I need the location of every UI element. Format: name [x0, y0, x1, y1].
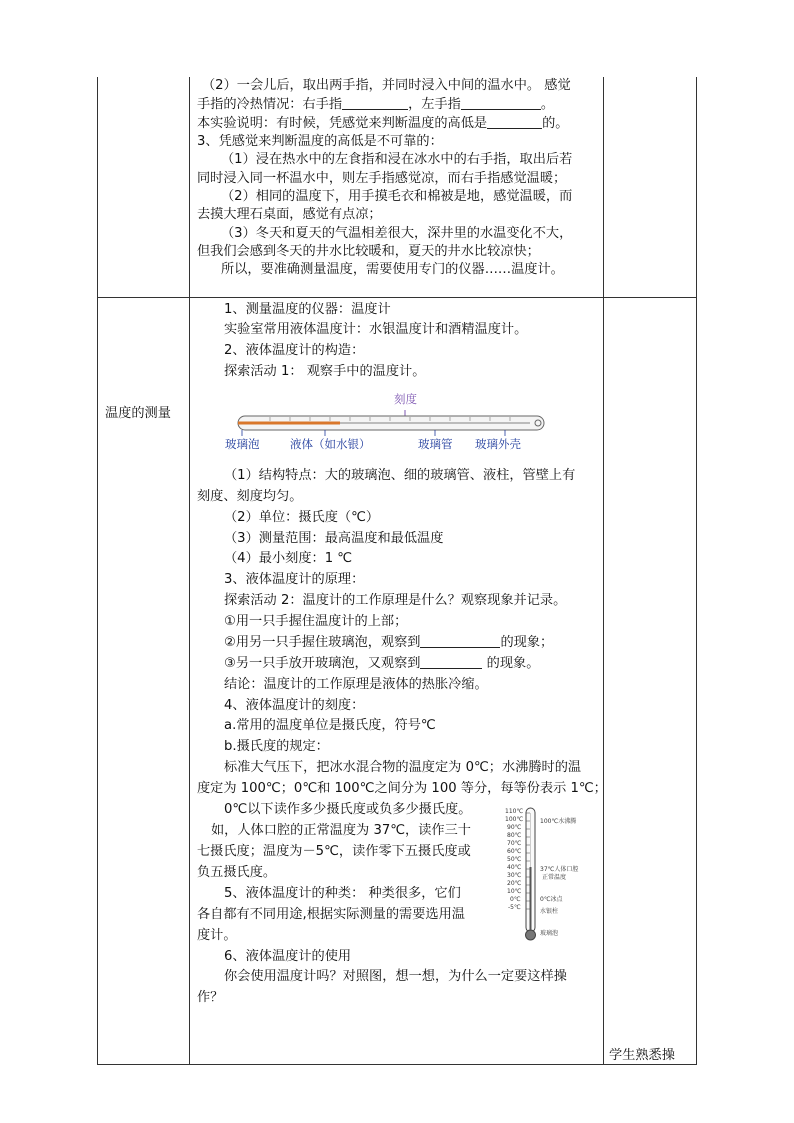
row1-line-8: 去摸大理石桌面，感觉有点凉； — [197, 207, 382, 222]
row2-line-16: 4、液体温度计的刻度： — [224, 698, 365, 713]
right-column-note: 学生熟悉操 — [609, 1048, 675, 1063]
row-divider — [97, 297, 697, 298]
row1-line-3 — [197, 114, 569, 134]
row2-line-1: 1、测量温度的仪器：温度计 — [224, 302, 391, 317]
row1-line-2 — [197, 95, 554, 115]
row1-line-3-b: 的。 — [542, 116, 569, 131]
answer-blank-obs2[interactable] — [420, 633, 500, 648]
label-scale: 刻度 — [394, 392, 417, 406]
vt-tick-100: 100℃ — [505, 816, 524, 823]
row2-line-7: （2）单位：摄氏度（℃） — [224, 510, 380, 525]
row2-section-label: 温度的测量 — [105, 406, 171, 421]
vt-note-freezing: 0℃冰点 — [540, 896, 563, 903]
row2-line-15: 结论：温度计的工作原理是液体的热胀冷缩。 — [224, 677, 488, 692]
row1-line-1: （2）一会儿后，取出两手指，并同时浸入中间的温水中。 感觉 — [202, 78, 571, 93]
table-border-right — [696, 77, 697, 1065]
row1-line-10: 但我们会感到冬天的井水比较暖和，夏天的井水比较凉快； — [197, 244, 540, 259]
vt-note-body-2: 正常温度 — [542, 874, 567, 881]
horizontal-thermometer-drawing — [230, 402, 560, 438]
row2-line-17: a.常用的温度单位是摄氏度，符号℃ — [224, 718, 436, 733]
vertical-thermometer-drawing — [522, 807, 542, 945]
row2-line-12: ①用一只手握住温度计的上部； — [224, 614, 408, 629]
table-border-bottom — [97, 1064, 697, 1065]
label-liquid: 液体（如水银） — [290, 437, 371, 451]
row2-line-10: 3、液体温度计的原理： — [224, 572, 365, 587]
row2-line-29: 你会使用温度计吗？对照图，想一想，为什么一定要这样操 — [224, 969, 567, 984]
row1-line-4: 3、凭感觉来判断温度的高低是不可靠的： — [197, 134, 443, 149]
row2-line-24: 负五摄氏度。 — [197, 865, 277, 880]
row2-line-3: 2、液体温度计的构造： — [224, 343, 365, 358]
row2-line-22: 如，人体口腔的正常温度为 37℃，读作三十 — [211, 823, 471, 838]
vt-tick-40: 40℃ — [507, 864, 522, 871]
obs3-a: ③另一只手放开玻璃泡，又观察到 — [224, 656, 421, 671]
row1-line-5: （1）浸在热水中的左食指和浸在冰水中的右手指，取出后若 — [221, 152, 573, 167]
row2-line-25: 5、液体温度计的种类： 种类很多，它们 — [224, 886, 461, 901]
vt-note-bulb: 玻璃泡 — [540, 930, 559, 937]
row2-line-14 — [224, 654, 539, 674]
row2-line-6: 刻度、刻度均匀。 — [197, 489, 303, 504]
table-border-left — [97, 77, 98, 1065]
answer-blank-right-finger[interactable] — [342, 95, 408, 110]
obs3-b: 的现象。 — [482, 656, 540, 671]
row2-line-8: （3）测量范围：最高温度和最低温度 — [224, 531, 444, 546]
vt-note-boiling: 100℃水沸腾 — [540, 818, 577, 825]
row1-line-7: （2）相同的温度下，用手摸毛衣和棉被是地，感觉温暖，而 — [221, 189, 573, 204]
row2-line-9: （4）最小刻度：1 ℃ — [224, 551, 353, 566]
answer-blank-obs3[interactable] — [420, 654, 482, 669]
row2-line-13 — [224, 633, 553, 653]
answer-blank-left-finger[interactable] — [461, 95, 541, 110]
column-divider-2 — [603, 77, 604, 1065]
row2-line-4: 探索活动 1： 观察手中的温度计。 — [224, 364, 426, 379]
vt-tick-50: 50℃ — [507, 856, 522, 863]
vt-tick-70: 70℃ — [507, 840, 522, 847]
vt-tick-10: 10℃ — [507, 888, 522, 895]
label-bulb: 玻璃泡 — [225, 437, 260, 451]
vt-note-mercury: 水银柱 — [540, 908, 559, 915]
row2-line-2: 实验室常用液体温度计：水银温度计和酒精温度计。 — [224, 322, 528, 337]
row2-line-27: 度计。 — [197, 928, 237, 943]
obs2-a: ②用另一只手握住玻璃泡，观察到 — [224, 635, 421, 650]
row2-line-11: 探索活动 2：温度计的工作原理是什么？观察现象并记录。 — [224, 593, 567, 608]
vt-tick-80: 80℃ — [507, 832, 522, 839]
vt-tick-20: 20℃ — [507, 880, 522, 887]
vt-note-body: 37℃人体口腔 — [540, 866, 579, 873]
vt-tick-0: 0℃ — [510, 896, 521, 903]
row1-line-2-a: 手指的冷热情况：右手指 — [197, 97, 343, 112]
label-tube: 玻璃管 — [418, 437, 453, 451]
row2-line-20: 度定为 100℃；0℃和 100℃之间分为 100 等分，每等份表示 1℃； — [197, 781, 607, 796]
row1-line-3-a: 本实验说明：有时候，凭感觉来判断温度的高低是 — [197, 116, 488, 131]
vt-tick-90: 90℃ — [507, 824, 522, 831]
row1-line-6: 同时浸入同一杯温水中，则左手指感觉凉，而右手指感觉温暖； — [197, 171, 567, 186]
row1-line-9: （3）冬天和夏天的气温相差很大，深井里的水温变化不大， — [221, 226, 573, 241]
row2-line-26: 各自都有不同用途,根据实际测量的需要选用温 — [197, 907, 465, 922]
row2-line-28: 6、液体温度计的使用 — [224, 949, 352, 964]
row2-line-21: 0℃以下读作多少摄氏度或负多少摄氏度。 — [224, 802, 472, 817]
row1-line-11: 所以，要准确测量温度，需要使用专门的仪器……温度计。 — [221, 262, 564, 277]
row2-line-18: b.摄氏度的规定： — [224, 739, 329, 754]
answer-blank-conclusion[interactable] — [487, 114, 542, 129]
row1-line-2-b: ，左手指 — [408, 97, 461, 112]
vt-tick-30: 30℃ — [507, 872, 522, 879]
label-shell: 玻璃外壳 — [475, 437, 521, 451]
row2-line-30: 作？ — [197, 990, 224, 1005]
row2-line-23: 七摄氏度；温度为－5℃，读作零下五摄氏度或 — [197, 844, 471, 859]
vt-tick-110: 110℃ — [505, 808, 524, 815]
column-divider-1 — [189, 77, 190, 1065]
row1-line-2-c: 。 — [540, 97, 554, 112]
row2-line-19: 标准大气压下，把冰水混合物的温度定为 0℃；水沸腾时的温 — [224, 760, 582, 775]
vt-tick-60: 60℃ — [507, 848, 522, 855]
obs2-b: 的现象； — [500, 635, 554, 650]
row2-line-5: （1）结构特点：大的玻璃泡、细的玻璃管、液柱，管壁上有 — [224, 468, 576, 483]
vt-tick-minus5: -5℃ — [508, 904, 521, 911]
